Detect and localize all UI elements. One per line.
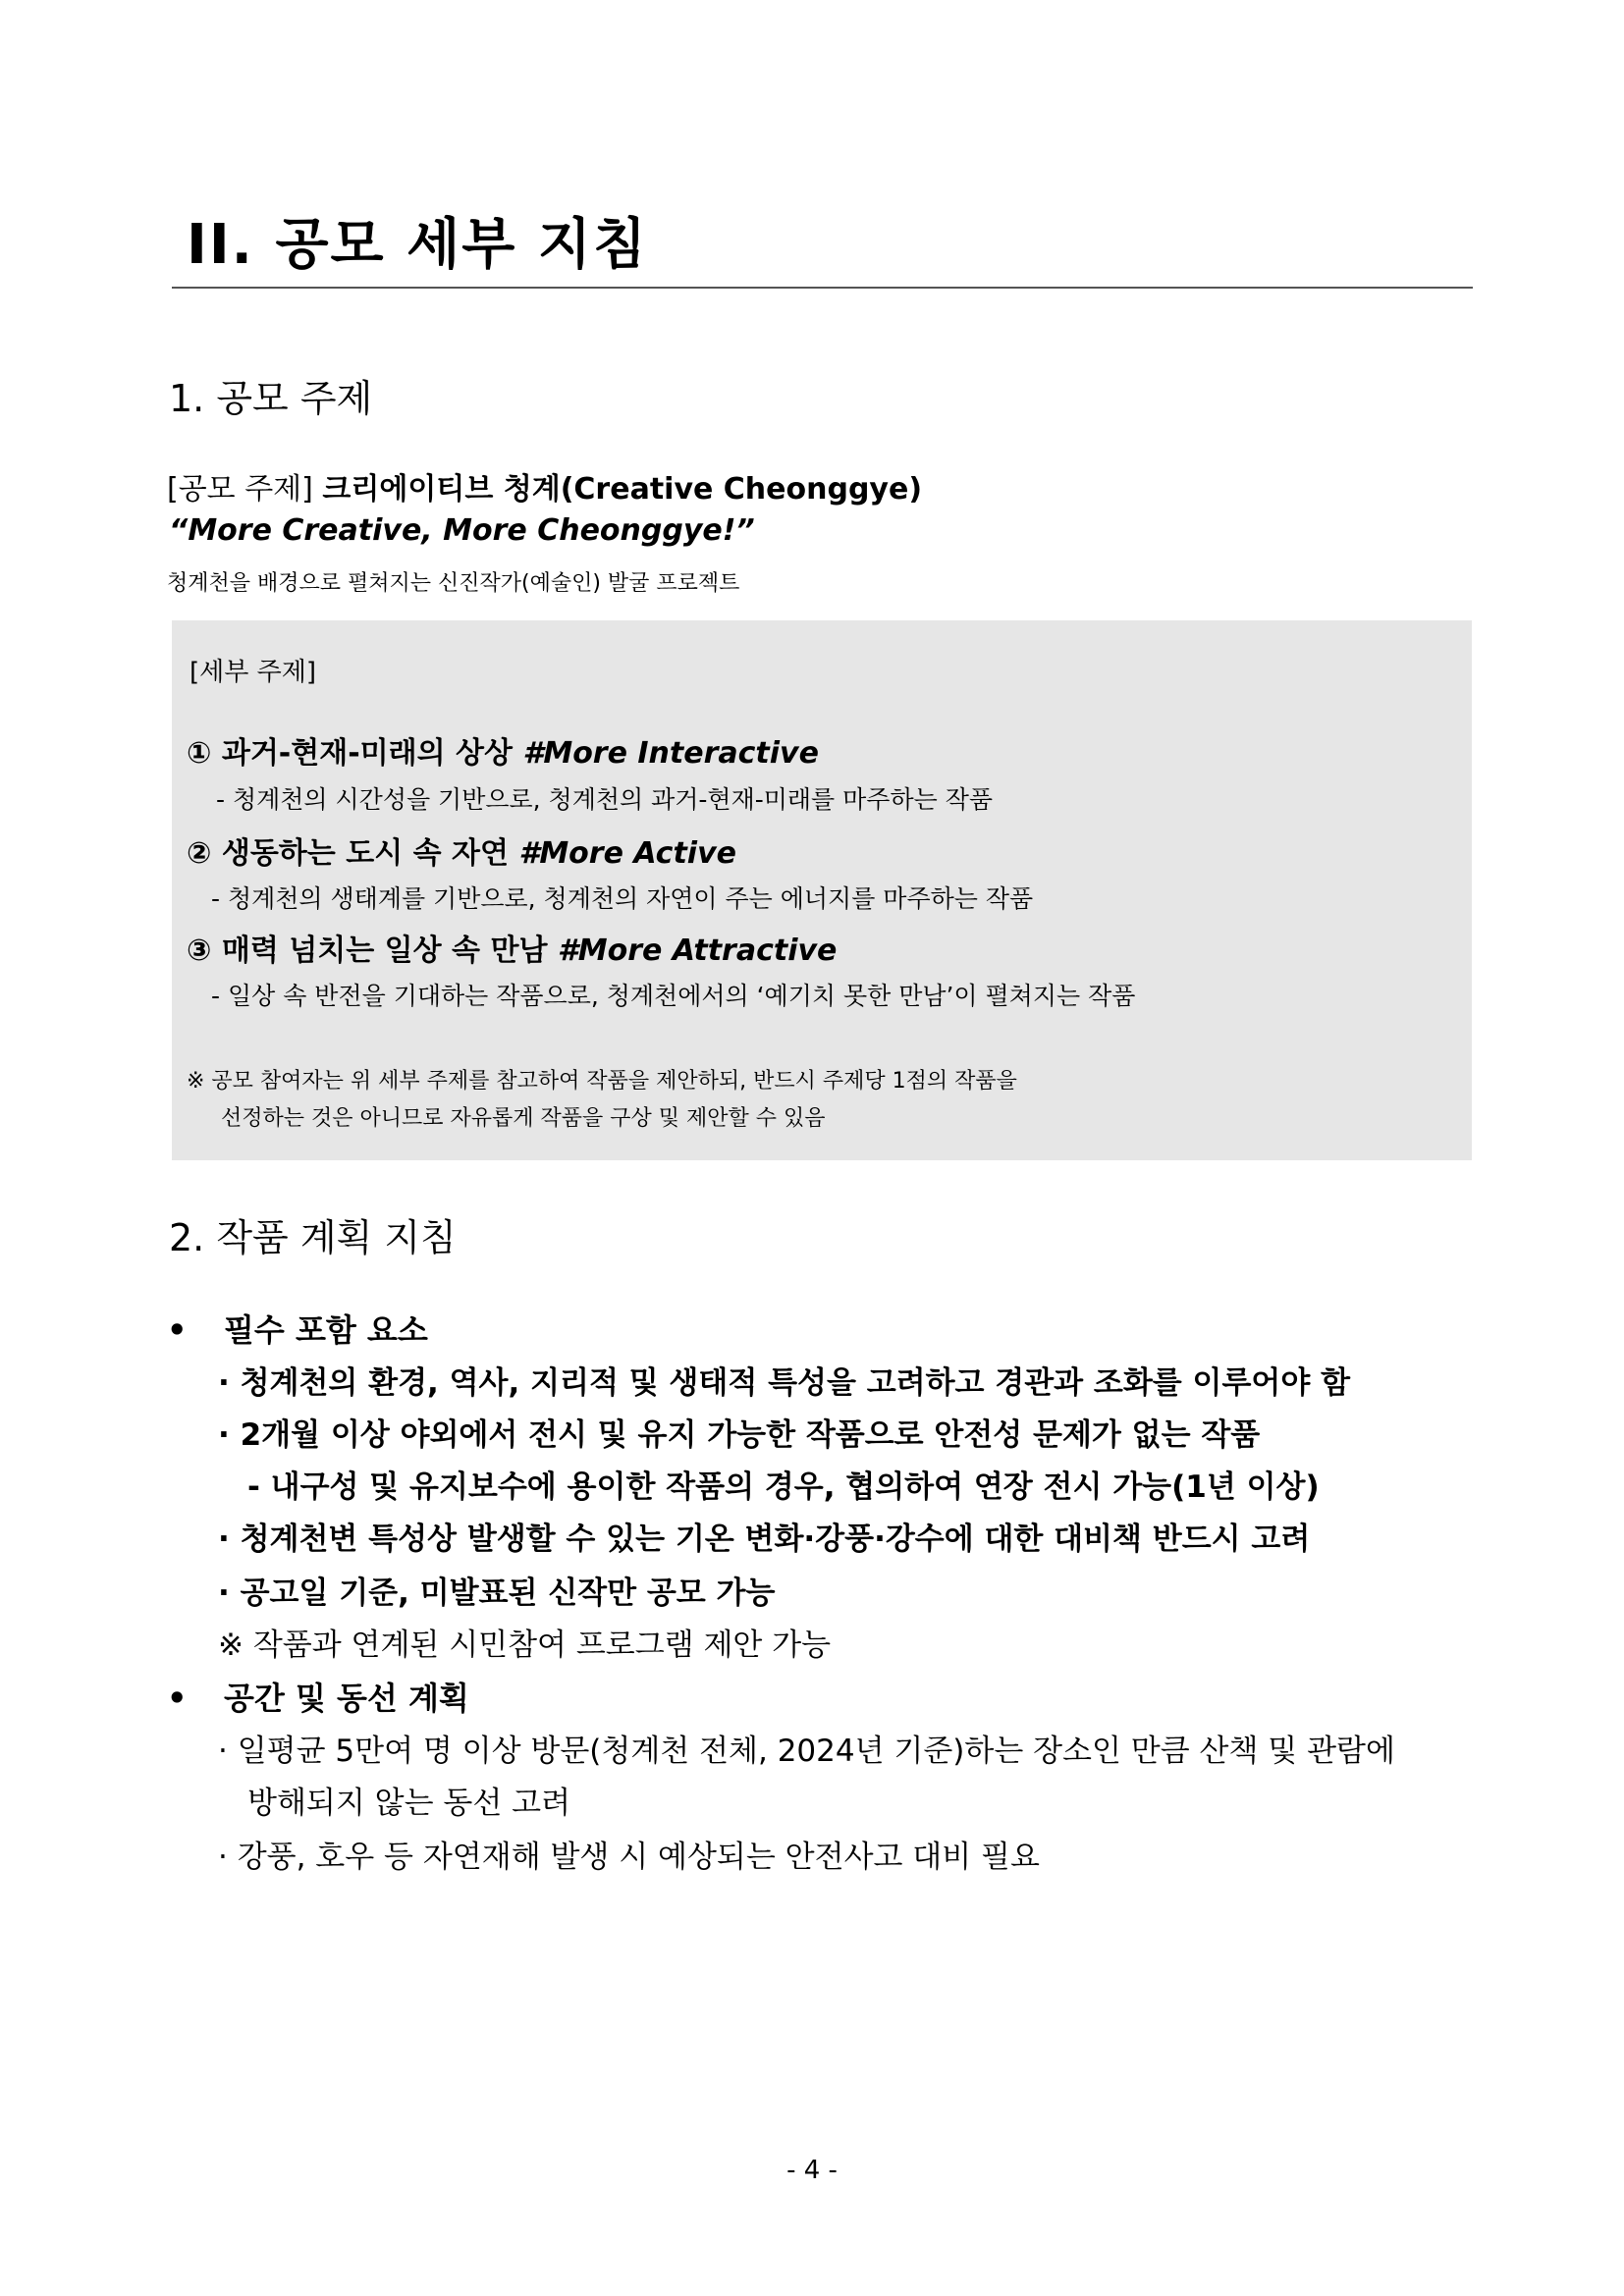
sub-theme-item-1 xyxy=(187,728,819,772)
sub-theme-title: [세부 주제] xyxy=(189,658,317,687)
list-item: · 청계천의 환경, 역사, 지리적 및 생태적 특성을 고려하고 경관과 조화를 이루어야 함 xyxy=(218,1365,1351,1401)
slogan: “More Creative, More Cheonggye!” xyxy=(169,513,755,548)
sub-theme-item-tag: #More Interactive xyxy=(522,736,819,771)
section-heading-theme: 1. 공모 주제 xyxy=(169,377,373,420)
sub-theme-item-title: ② 생동하는 도시 속 자연 xyxy=(187,836,509,871)
list-item: · 공고일 기준, 미발표된 신작만 공모 가능 xyxy=(218,1575,776,1611)
sub-theme-item-title: ③ 매력 넘치는 일상 속 만남 xyxy=(187,934,548,968)
bullet-title: 공간 및 동선 계획 xyxy=(224,1680,469,1717)
sub-theme-item-desc: - 청계천의 생태계를 기반으로, 청계천의 자연이 주는 에너지를 마주하는 작품 xyxy=(211,884,1034,913)
list-item: · 2개월 이상 야외에서 전시 및 유지 가능한 작품으로 안전성 문제가 없는 작품 xyxy=(218,1417,1261,1453)
sub-theme-box xyxy=(172,620,1472,1160)
sub-theme-item-title: ① 과거-현재-미래의 상상 xyxy=(187,736,514,771)
list-item-continuation: 방해되지 않는 동선 고려 xyxy=(247,1786,571,1821)
sub-theme-item-desc: - 일상 속 반전을 기대하는 작품으로, 청계천에서의 ‘예기치 못한 만남’이 펼쳐지는 작품 xyxy=(211,982,1136,1010)
page-number: - 4 - xyxy=(786,2156,838,2185)
box-note-line-1: ※ 공모 참여자는 위 세부 주제를 참고하여 작품을 제안하되, 반드시 주제당 1점의 작품을 xyxy=(187,1069,1017,1094)
list-item: · 일평균 5만여 명 이상 방문(청계천 전체, 2024년 기준)하는 장소인 만큼 산책 및 관람에 xyxy=(218,1734,1395,1769)
sub-theme-item-2 xyxy=(187,828,736,872)
topic-name: 크리에이티브 청계(Creative Cheonggye) xyxy=(322,472,923,507)
project-description: 청계천을 배경으로 펼쳐지는 신진작가(예술인) 발굴 프로젝트 xyxy=(167,571,740,596)
sub-theme-item-tag: #More Active xyxy=(518,836,736,871)
list-note: ※ 작품과 연계된 시민참여 프로그램 제안 가능 xyxy=(218,1628,832,1663)
sub-theme-item-desc: - 청계천의 시간성을 기반으로, 청계천의 과거-현재-미래를 마주하는 작품 xyxy=(216,785,993,814)
bullet-space-planning xyxy=(167,1674,469,1719)
list-item: - 내구성 및 유지보수에 용이한 작품의 경우, 협의하여 연장 전시 가능(1년 이상) xyxy=(247,1469,1320,1505)
box-note-line-2: 선정하는 것은 아니므로 자유롭게 작품을 구상 및 제안할 수 있음 xyxy=(221,1106,826,1131)
bullet-icon: • xyxy=(167,1311,188,1349)
chapter-title: II. 공모 세부 지침 xyxy=(187,213,649,277)
list-item: · 강풍, 호우 등 자연재해 발생 시 예상되는 안전사고 대비 필요 xyxy=(218,1840,1040,1875)
topic-label: [공모 주제] xyxy=(167,472,313,507)
list-item: · 청계천변 특성상 발생할 수 있는 기온 변화·강풍·강수에 대한 대비책 반드시 고려 xyxy=(218,1522,1311,1557)
topic-line xyxy=(167,464,922,507)
sub-theme-item-tag: #More Attractive xyxy=(557,934,838,968)
bullet-title: 필수 포함 요소 xyxy=(224,1311,428,1349)
bullet-required-elements xyxy=(167,1306,428,1351)
sub-theme-item-3 xyxy=(187,926,837,969)
section-heading-guidelines: 2. 작품 계획 지침 xyxy=(169,1216,457,1259)
chapter-divider xyxy=(172,287,1473,289)
bullet-icon: • xyxy=(167,1680,188,1717)
